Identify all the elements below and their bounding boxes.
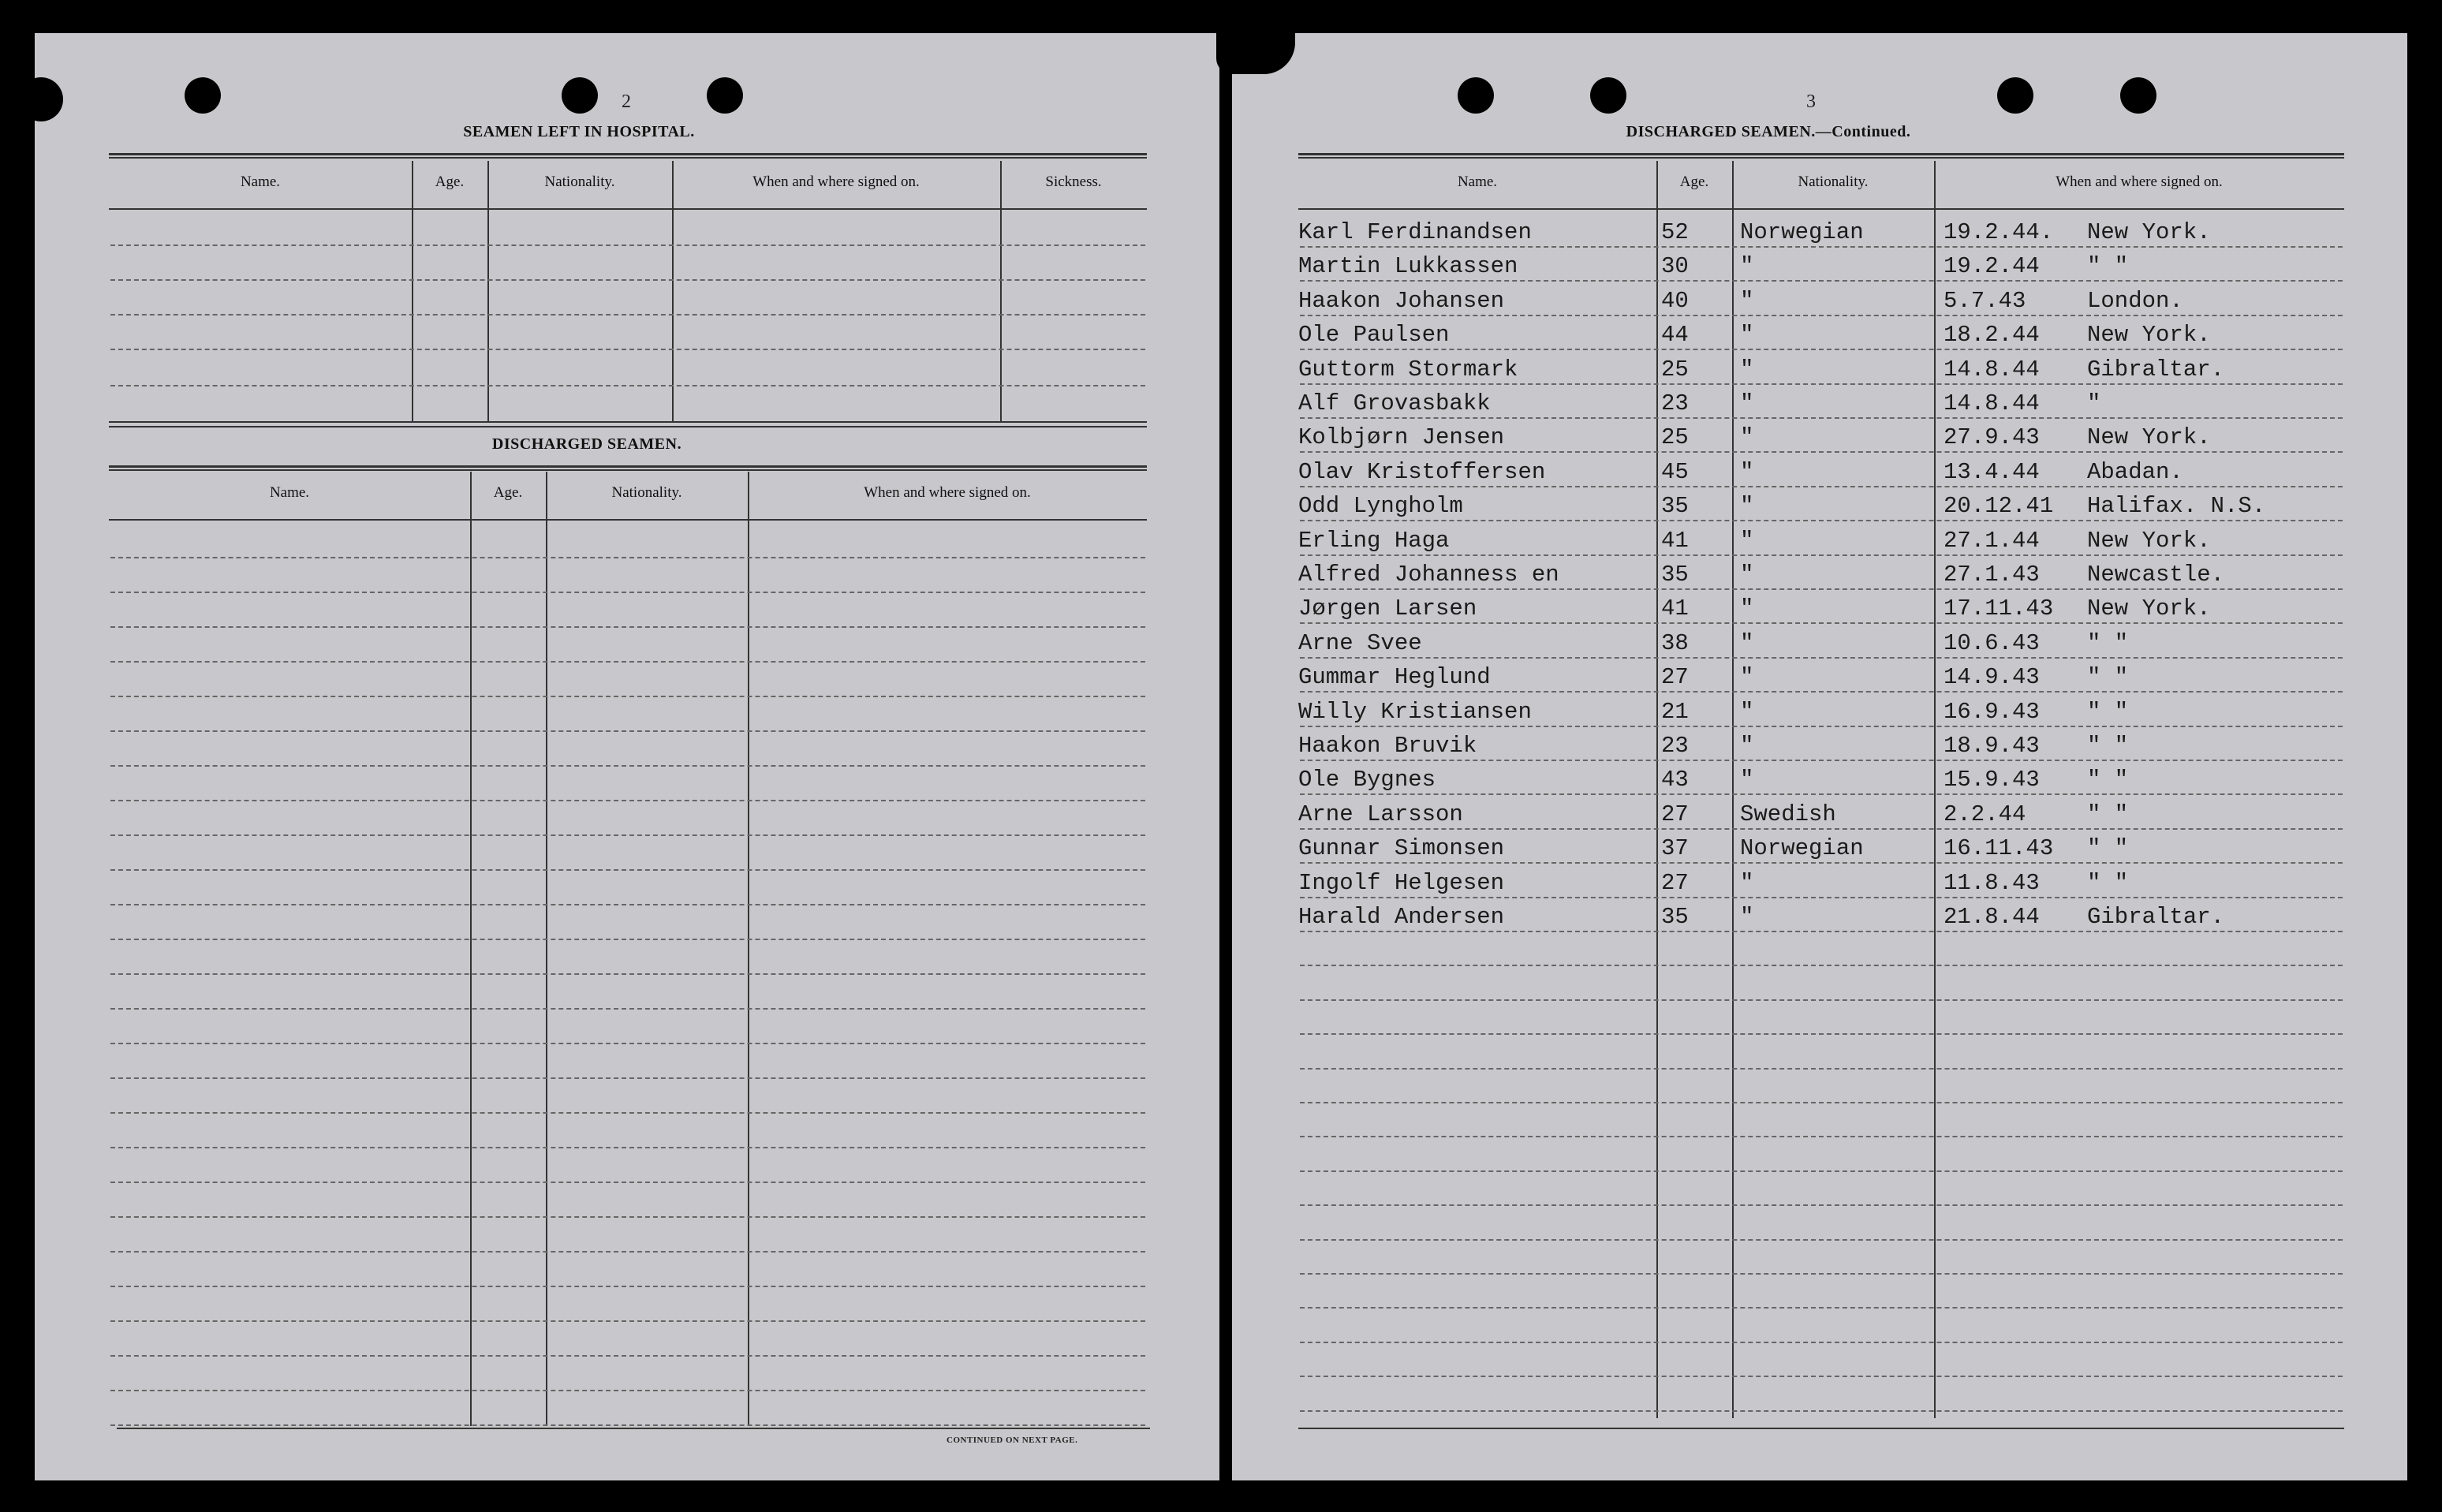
seaman-age: 45 (1661, 458, 1689, 485)
ruled-line (1300, 1410, 2343, 1412)
seaman-nationality: " (1740, 904, 1754, 930)
seaman-nationality: Norwegian (1740, 835, 1864, 862)
left-page (35, 33, 1219, 1480)
signed-on-place: " " (2087, 664, 2129, 691)
signed-on-place: New York. (2087, 219, 2211, 245)
seaman-nationality: " (1740, 869, 1754, 896)
seaman-nationality: " (1740, 424, 1754, 451)
punch-hole-1 (185, 77, 221, 114)
ruled-line (110, 1182, 1145, 1183)
signed-on-date: 13.4.44 (1944, 458, 2040, 485)
col-header-nationality: Nationality. (1798, 174, 1869, 190)
ruled-line (1300, 1376, 2343, 1377)
table-row (1298, 216, 2344, 251)
seaman-name: Odd Lyngholm (1298, 493, 1463, 520)
seaman-name: Martin Lukkassen (1298, 253, 1518, 280)
ruled-line (1300, 999, 2343, 1001)
ruled-line (110, 1424, 1145, 1426)
signed-on-date: 14.8.44 (1944, 356, 2040, 383)
page-number: 2 (622, 91, 631, 112)
ruled-line (1300, 965, 2343, 966)
signed-on-place: " " (2087, 253, 2129, 280)
signed-on-date: 19.2.44 (1944, 253, 2040, 280)
ruled-line (110, 1320, 1145, 1322)
seaman-nationality: " (1740, 390, 1754, 416)
ruled-line (1300, 1033, 2343, 1035)
table-row (1298, 558, 2344, 593)
signed-on-place: Gibraltar. (2087, 356, 2225, 383)
ruled-line (1300, 1136, 2343, 1137)
signed-on-place: London. (2087, 287, 2183, 314)
seaman-name: Alf Grovasbakk (1298, 390, 1491, 416)
col-header-name: Name. (269, 484, 310, 501)
punch-hole-4 (2120, 77, 2156, 114)
seaman-name: Ingolf Helgesen (1298, 869, 1505, 896)
signed-on-place: Gibraltar. (2087, 904, 2225, 930)
table-row (1298, 421, 2344, 456)
table-row (1298, 832, 2344, 867)
seaman-nationality: " (1740, 322, 1754, 349)
seaman-nationality: " (1740, 698, 1754, 725)
seaman-nationality: " (1740, 493, 1754, 520)
col-header-nationality: Nationality. (544, 174, 615, 190)
seaman-name: Haakon Bruvik (1298, 733, 1477, 759)
ruled-line (110, 730, 1145, 732)
seaman-name: Alfred Johanness en (1298, 562, 1559, 588)
seaman-age: 40 (1661, 287, 1689, 314)
ruled-line (110, 1216, 1145, 1218)
binding-tear (1216, 28, 1295, 74)
ruled-line (110, 1286, 1145, 1287)
ruled-line (110, 973, 1145, 975)
signed-on-date: 16.9.43 (1944, 698, 2040, 725)
punch-hole-3 (1997, 77, 2033, 114)
signed-on-place: Halifax. N.S. (2087, 493, 2266, 520)
seaman-age: 38 (1661, 629, 1689, 656)
signed-on-place: " " (2087, 801, 2129, 827)
col-header-nationality: Nationality. (611, 484, 682, 501)
ruled-line (110, 1112, 1145, 1114)
ruled-line (110, 1251, 1145, 1253)
signed-on-date: 18.9.43 (1944, 733, 2040, 759)
col-header-age: Age. (493, 484, 523, 501)
seaman-name: Arne Svee (1298, 629, 1422, 656)
signed-on-date: 17.11.43 (1944, 595, 2054, 622)
table-row (1298, 319, 2344, 353)
ruled-line (110, 661, 1145, 663)
seaman-name: Gunnar Simonsen (1298, 835, 1505, 862)
table-row (1298, 285, 2344, 319)
seaman-name: Kolbjørn Jensen (1298, 424, 1505, 451)
signed-on-date: 27.1.44 (1944, 527, 2040, 554)
seaman-age: 44 (1661, 322, 1689, 349)
punch-hole-edge (19, 77, 63, 121)
col-header-sickness: Sickness. (1045, 174, 1102, 190)
seaman-age: 35 (1661, 904, 1689, 930)
seaman-nationality: " (1740, 767, 1754, 793)
table-row (1298, 798, 2344, 833)
ruled-line (110, 626, 1145, 628)
table-row (1298, 525, 2344, 559)
seaman-name: Ole Paulsen (1298, 322, 1450, 349)
signed-on-place: New York. (2087, 424, 2211, 451)
seaman-age: 35 (1661, 562, 1689, 588)
signed-on-date: 14.8.44 (1944, 390, 2040, 416)
seaman-nationality: " (1740, 253, 1754, 280)
ruled-line (110, 939, 1145, 940)
right-page (1232, 33, 2407, 1480)
punch-hole-3 (707, 77, 743, 114)
signed-on-place: " (2087, 390, 2101, 416)
table-row (1298, 456, 2344, 491)
seaman-age: 27 (1661, 664, 1689, 691)
signed-on-place: " " (2087, 629, 2129, 656)
seaman-age: 41 (1661, 595, 1689, 622)
signed-on-place: Newcastle. (2087, 562, 2225, 588)
table-row (1298, 696, 2344, 730)
ruled-line (110, 1077, 1145, 1079)
page-number: 3 (1806, 91, 1816, 112)
signed-on-place: " " (2087, 733, 2129, 759)
table-row (1298, 763, 2344, 798)
ruled-line (110, 904, 1145, 905)
signed-on-date: 14.9.43 (1944, 664, 2040, 691)
ruled-line (110, 800, 1145, 801)
ruled-line (110, 557, 1145, 558)
ruled-line (110, 592, 1145, 593)
seaman-age: 21 (1661, 698, 1689, 725)
signed-on-date: 10.6.43 (1944, 629, 2040, 656)
ruled-line (110, 1390, 1145, 1391)
seaman-nationality: " (1740, 733, 1754, 759)
seaman-nationality: " (1740, 562, 1754, 588)
table-row (1298, 387, 2344, 422)
seaman-nationality: Norwegian (1740, 219, 1864, 245)
ruled-line (110, 869, 1145, 871)
signed-on-place: " " (2087, 869, 2129, 896)
discharged-section-title: DISCHARGED SEAMEN. (491, 435, 682, 453)
seaman-name: Willy Kristiansen (1298, 698, 1532, 725)
ruled-line (1300, 1273, 2343, 1275)
seaman-nationality: " (1740, 458, 1754, 485)
seaman-name: Haakon Johansen (1298, 287, 1505, 314)
seaman-nationality: " (1740, 287, 1754, 314)
signed-on-date: 15.9.43 (1944, 767, 2040, 793)
seaman-nationality: " (1740, 356, 1754, 383)
ruled-line (1300, 1068, 2343, 1070)
signed-on-date: 18.2.44 (1944, 322, 2040, 349)
seaman-name: Ole Bygnes (1298, 767, 1436, 793)
ruled-line (1300, 1170, 2343, 1172)
seaman-age: 23 (1661, 733, 1689, 759)
continued-note: CONTINUED ON NEXT PAGE. (947, 1435, 1078, 1445)
signed-on-date: 19.2.44. (1944, 219, 2054, 245)
seaman-name: Guttorm Stormark (1298, 356, 1518, 383)
ruled-line (110, 1008, 1145, 1010)
col-header-age: Age. (435, 174, 465, 190)
signed-on-place: New York. (2087, 595, 2211, 622)
seaman-name: Gummar Heglund (1298, 664, 1491, 691)
seaman-name: Harald Andersen (1298, 904, 1505, 930)
hospital-section-title: SEAMEN LEFT IN HOSPITAL. (463, 123, 695, 140)
seaman-age: 41 (1661, 527, 1689, 554)
col-header-signed-on: When and where signed on. (864, 484, 1031, 501)
signed-on-place: " " (2087, 767, 2129, 793)
signed-on-date: 2.2.44 (1944, 801, 2026, 827)
ruled-line (1300, 1239, 2343, 1241)
signed-on-date: 5.7.43 (1944, 287, 2026, 314)
seaman-name: Arne Larsson (1298, 801, 1463, 827)
ruled-line (1300, 1204, 2343, 1206)
seaman-name: Erling Haga (1298, 527, 1450, 554)
table-row (1298, 661, 2344, 696)
table-row (1298, 250, 2344, 285)
seaman-name: Karl Ferdinandsen (1298, 219, 1532, 245)
signed-on-place: Abadan. (2087, 458, 2183, 485)
table-row (1298, 867, 2344, 902)
ruled-line (110, 765, 1145, 767)
seaman-age: 27 (1661, 801, 1689, 827)
table-row (1298, 627, 2344, 662)
seaman-nationality: " (1740, 595, 1754, 622)
col-header-age: Age. (1679, 174, 1709, 190)
seaman-age: 27 (1661, 869, 1689, 896)
col-header-signed-on: When and where signed on. (752, 174, 920, 190)
table-row (1298, 901, 2344, 935)
seaman-nationality: " (1740, 527, 1754, 554)
ruled-line (1300, 1102, 2343, 1103)
signed-on-date: 11.8.43 (1944, 869, 2040, 896)
signed-on-date: 27.1.43 (1944, 562, 2040, 588)
ruled-line (110, 1355, 1145, 1357)
signed-on-date: 20.12.41 (1944, 493, 2054, 520)
seaman-age: 35 (1661, 493, 1689, 520)
ruled-line (110, 834, 1145, 836)
signed-on-place: " " (2087, 698, 2129, 725)
col-header-name: Name. (1457, 174, 1498, 190)
table-row (1298, 730, 2344, 764)
table-row (1298, 592, 2344, 627)
seaman-nationality: " (1740, 629, 1754, 656)
signed-on-date: 21.8.44 (1944, 904, 2040, 930)
seaman-age: 37 (1661, 835, 1689, 862)
punch-hole-2 (1590, 77, 1626, 114)
ruled-line (110, 696, 1145, 697)
seaman-age: 43 (1661, 767, 1689, 793)
ruled-line (1300, 1342, 2343, 1343)
col-header-signed-on: When and where signed on. (2056, 174, 2223, 190)
signed-on-place: New York. (2087, 322, 2211, 349)
signed-on-date: 27.9.43 (1944, 424, 2040, 451)
signed-on-place: " " (2087, 835, 2129, 862)
signed-on-place: New York. (2087, 527, 2211, 554)
seaman-age: 25 (1661, 424, 1689, 451)
seaman-age: 30 (1661, 253, 1689, 280)
signed-on-date: 16.11.43 (1944, 835, 2054, 862)
seaman-age: 23 (1661, 390, 1689, 416)
table-row (1298, 353, 2344, 388)
table-row (1298, 490, 2344, 525)
seaman-nationality: " (1740, 664, 1754, 691)
ruled-line (1300, 1307, 2343, 1309)
seaman-age: 52 (1661, 219, 1689, 245)
ruled-line (110, 1043, 1145, 1044)
seaman-name: Jørgen Larsen (1298, 595, 1477, 622)
seaman-name: Olav Kristoffersen (1298, 458, 1546, 485)
seaman-age: 25 (1661, 356, 1689, 383)
seaman-nationality: Swedish (1740, 801, 1836, 827)
col-header-name: Name. (240, 174, 281, 190)
punch-hole-2 (562, 77, 598, 114)
page-title: DISCHARGED SEAMEN.—Continued. (1626, 123, 1911, 140)
ruled-line (110, 1147, 1145, 1148)
punch-hole-1 (1458, 77, 1494, 114)
